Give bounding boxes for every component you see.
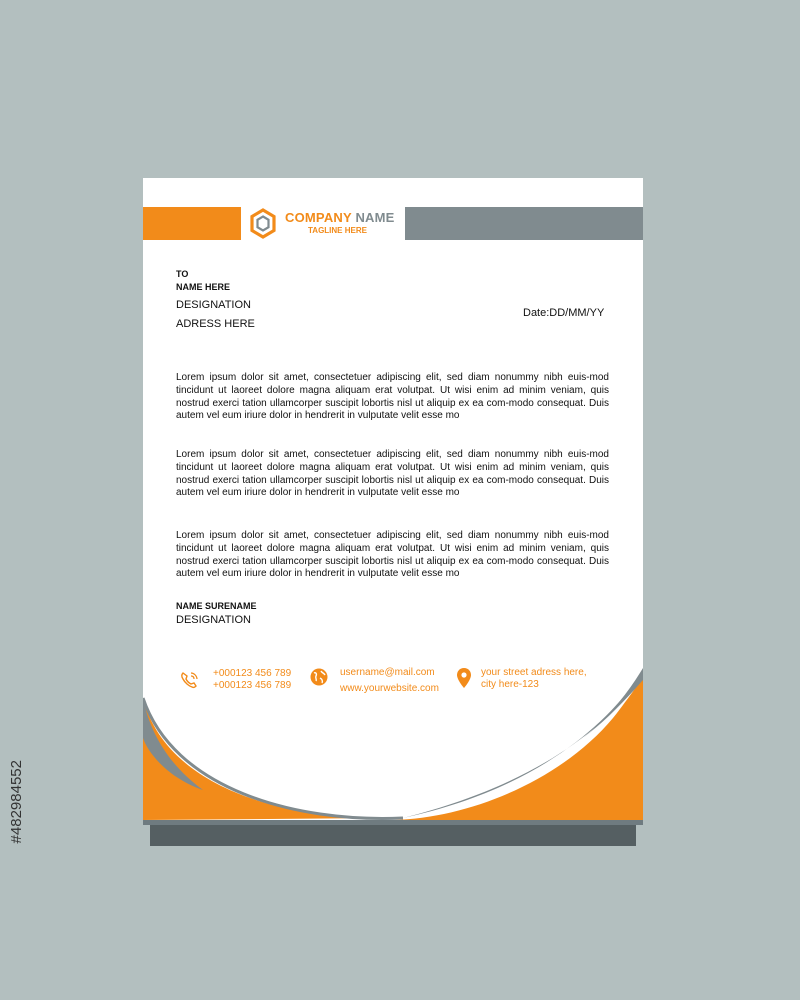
phone-number-2: +000123 456 789 (213, 680, 292, 691)
letterhead-page (143, 178, 643, 820)
footer-wave-decoration (143, 178, 643, 820)
company-name-part1: COMPANY (285, 210, 352, 225)
signature-designation: DESIGNATION (176, 614, 251, 626)
location-pin-icon (456, 667, 472, 689)
body-paragraph-3: Lorem ipsum dolor sit amet, consectetuer adipiscing elit, sed diam nonummy nibh euis-mod tincidunt ut laoreet dolore magna aliquam erat volutpat. Ut wisi enim ad minim veniam, quis nostrud exerci tation ullamcorper suscipit lobortis nisl ut aliquip ex ea com-modo consequat. Duis autem vel eum iriure dolor in hendrerit in vulputate velit esse mo (176, 530, 609, 580)
body-paragraph-1: Lorem ipsum dolor sit amet, consectetuer adipiscing elit, sed diam nonummy nibh euis-mod tincidunt ut laoreet dolore magna aliquam erat volutpat. Ut wisi enim ad minim veniam, quis nostrud exerci tation ullamcorper suscipit lobortis nisl ut aliquip ex ea com-modo consequat. Duis autem vel eum iriure dolor in hendrerit in vulputate velit esse mo (176, 372, 609, 422)
letter-date: Date:DD/MM/YY (523, 307, 605, 319)
recipient-designation: DESIGNATION (176, 299, 251, 311)
web-contact (340, 665, 439, 697)
website-url: www.yourwebsite.com (340, 683, 439, 694)
tagline: TAGLINE HERE (308, 226, 367, 235)
stock-id-label: #482984552 (8, 760, 25, 844)
signature-name: NAME SURENAME (176, 601, 257, 611)
phone-icon (179, 670, 201, 690)
globe-icon (310, 668, 328, 686)
to-label: TO (176, 269, 189, 279)
address-line-2: city here-123 (481, 679, 539, 690)
address-line-1: your street adress here, (481, 667, 587, 678)
street-address (481, 667, 587, 691)
recipient-name: NAME HERE (176, 282, 231, 292)
company-name-part2: NAME (355, 210, 395, 225)
body-paragraph-2: Lorem ipsum dolor sit amet, consectetuer adipiscing elit, sed diam nonummy nibh euis-mod tincidunt ut laoreet dolore magna aliquam erat volutpat. Ut wisi enim ad minim veniam, quis nostrud exerci tation ullamcorper suscipit lobortis nisl ut aliquip ex ea com-modo consequat. Duis autem vel eum iriure dolor in hendrerit in vulputate velit esse mo (176, 449, 609, 499)
email-address: username@mail.com (340, 667, 435, 678)
recipient-address: ADRESS HERE (176, 318, 255, 330)
phone-number-1: +000123 456 789 (213, 668, 292, 679)
phone-numbers (213, 668, 291, 692)
